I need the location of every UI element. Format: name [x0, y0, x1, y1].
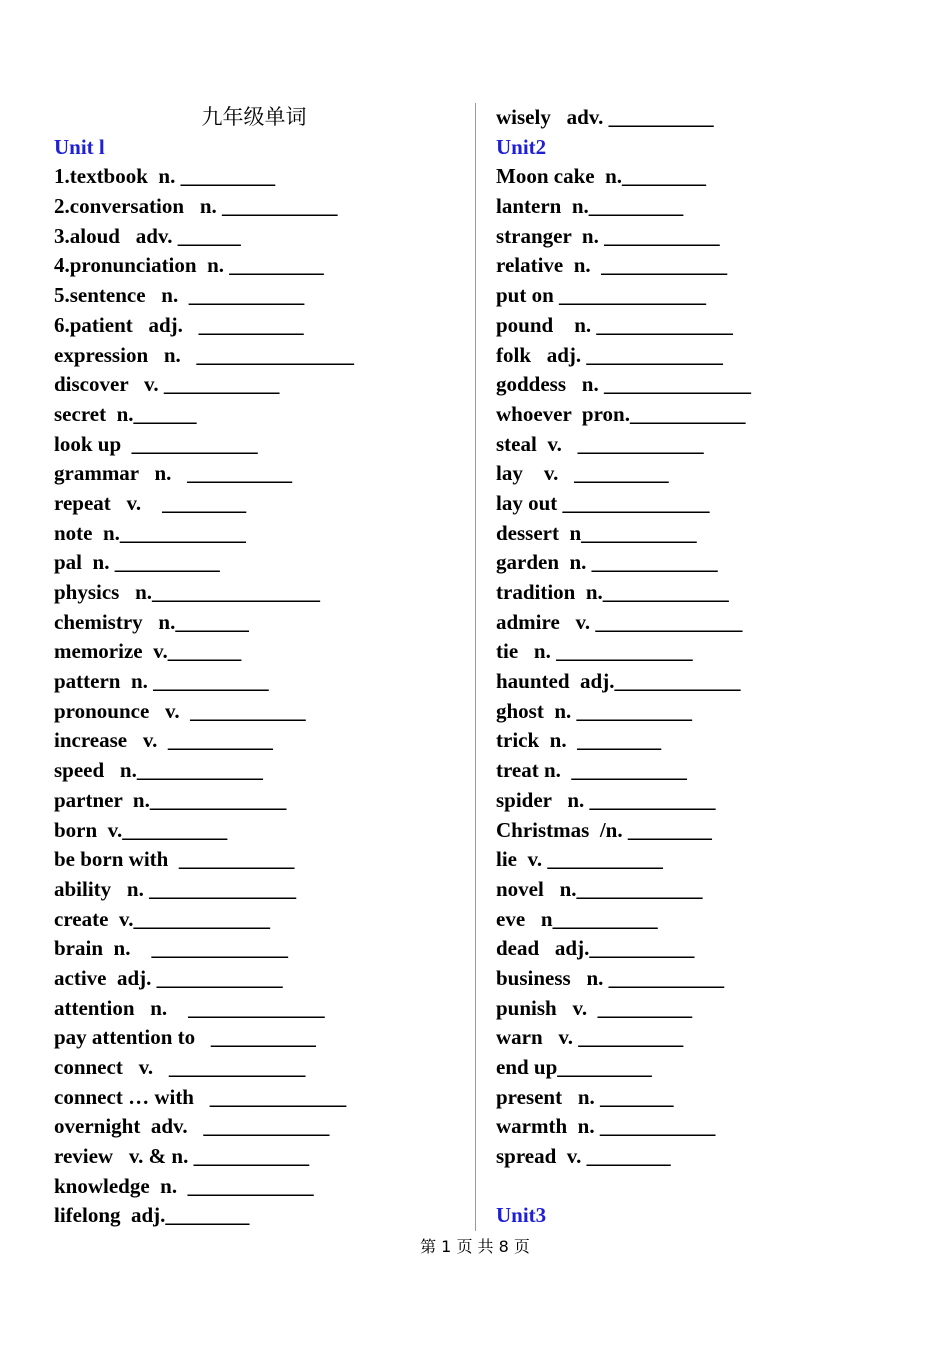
vocab-entry: lifelong adj.________ [54, 1203, 250, 1228]
vocab-entry: physics n.________________ [54, 580, 321, 604]
vocab-entry: 2.conversation n. ___________ [54, 194, 338, 219]
vocab-entry: ghost n. ___________ [496, 698, 693, 723]
blank-line [496, 1172, 916, 1202]
vocab-entry: stranger n. ___________ [496, 223, 720, 248]
vocab-entry: create v._____________ [54, 906, 270, 931]
vocab-entry: admire v. ______________ [496, 609, 743, 634]
unit-1-heading: Unit l [54, 134, 105, 159]
vocab-entry: 1.textbook n. _________ [54, 164, 276, 189]
vocab-entry: end up_________ [496, 1055, 652, 1079]
vocab-entry: discover v. ___________ [54, 372, 280, 397]
vocab-entry: knowledge n. ____________ [54, 1173, 314, 1198]
vocab-entry: look up ____________ [54, 431, 258, 456]
vocab-entry: whoever pron.___________ [496, 401, 746, 426]
vocab-entry: attention n. _____________ [54, 995, 325, 1020]
vocab-entry: 4.pronunciation n. _________ [54, 253, 324, 278]
vocab-entry: secret n.______ [54, 401, 197, 426]
vocab-entry: partner n._____________ [54, 787, 287, 812]
vocab-entry: repeat v. ________ [54, 490, 247, 515]
vocab-entry: eve n__________ [496, 906, 658, 931]
vocab-entry: spider n. ____________ [496, 787, 716, 812]
vocab-entry: grammar n. __________ [54, 461, 293, 486]
vocab-entry: connect v. _____________ [54, 1055, 306, 1079]
vocab-entry: review v. & n. ___________ [54, 1144, 310, 1169]
vocab-entry: dead adj.__________ [496, 936, 695, 961]
vocab-entry: folk adj. _____________ [496, 342, 723, 367]
page-footer: 第 1 页 共 8 页 [420, 1237, 530, 1256]
vocab-entry: overnight adv. ____________ [54, 1114, 330, 1139]
vocab-entry: pound n. _____________ [496, 312, 733, 337]
vocab-entry: brain n. _____________ [54, 936, 288, 961]
vocab-entry: garden n. ____________ [496, 550, 718, 575]
vocab-entry: treat n. ___________ [496, 758, 687, 783]
vocab-entry: born v.__________ [54, 817, 228, 842]
vocab-entry: dessert n___________ [496, 520, 697, 545]
vocab-entry: ability n. ______________ [54, 876, 297, 901]
vocab-entry: lay out ______________ [496, 490, 710, 515]
vocab-entry: lie v. ___________ [496, 847, 663, 872]
vocab-entry: haunted adj.____________ [496, 669, 741, 694]
vocab-entry: pal n. __________ [54, 550, 220, 575]
vocab-entry: steal v. ____________ [496, 431, 704, 456]
vocab-entry: expression n. _______________ [54, 342, 355, 367]
vocab-entry: trick n. ________ [496, 728, 662, 753]
column-divider [475, 103, 476, 1231]
vocab-entry: tradition n.____________ [496, 580, 729, 604]
vocab-entry: punish v. _________ [496, 995, 693, 1020]
vocab-entry: connect … with _____________ [54, 1084, 347, 1109]
right-column [496, 103, 916, 1231]
vocab-entry: increase v. __________ [54, 728, 273, 753]
right-entry-list [496, 162, 916, 1171]
vocab-entry: relative n. ____________ [496, 253, 728, 278]
vocab-entry: 6.patient adj. __________ [54, 312, 304, 337]
vocab-entry: pay attention to __________ [54, 1025, 316, 1050]
page-title: 九年级单词 [201, 105, 307, 129]
vocab-entry: chemistry n._______ [54, 609, 249, 634]
vocab-entry: memorize v._______ [54, 639, 242, 664]
vocab-entry: pronounce v. ___________ [54, 698, 306, 723]
vocab-entry: spread v. ________ [496, 1144, 671, 1169]
vocab-entry: 5.sentence n. ___________ [54, 283, 305, 308]
vocab-entry: wisely adv. __________ [496, 105, 714, 129]
vocab-entry: put on ______________ [496, 283, 707, 308]
left-column [54, 103, 464, 1231]
vocab-entry: warmth n. ___________ [496, 1114, 716, 1139]
vocab-entry: warn v. __________ [496, 1025, 684, 1050]
vocab-entry: be born with ___________ [54, 847, 295, 872]
vocab-entry: tie n. _____________ [496, 639, 693, 664]
vocab-entry: Moon cake n.________ [496, 164, 706, 189]
vocab-entry: lantern n._________ [496, 194, 684, 219]
vocab-entry: present n. _______ [496, 1084, 674, 1109]
vocab-entry: speed n.____________ [54, 758, 263, 783]
vocab-entry: business n. ___________ [496, 965, 725, 990]
vocab-entry: 3.aloud adv. ______ [54, 223, 241, 248]
vocab-entry: pattern n. ___________ [54, 669, 269, 694]
vocab-entry: novel n.____________ [496, 876, 703, 901]
vocab-entry: note n.____________ [54, 520, 246, 545]
unit-3-heading: Unit3 [496, 1203, 547, 1228]
vocab-entry: goddess n. ______________ [496, 372, 751, 397]
left-entry-list [54, 162, 464, 1231]
vocab-entry: active adj. ____________ [54, 965, 283, 990]
vocab-entry: lay v. _________ [496, 461, 669, 486]
vocab-entry: Christmas /n. ________ [496, 817, 712, 842]
unit-2-heading: Unit2 [496, 134, 547, 159]
